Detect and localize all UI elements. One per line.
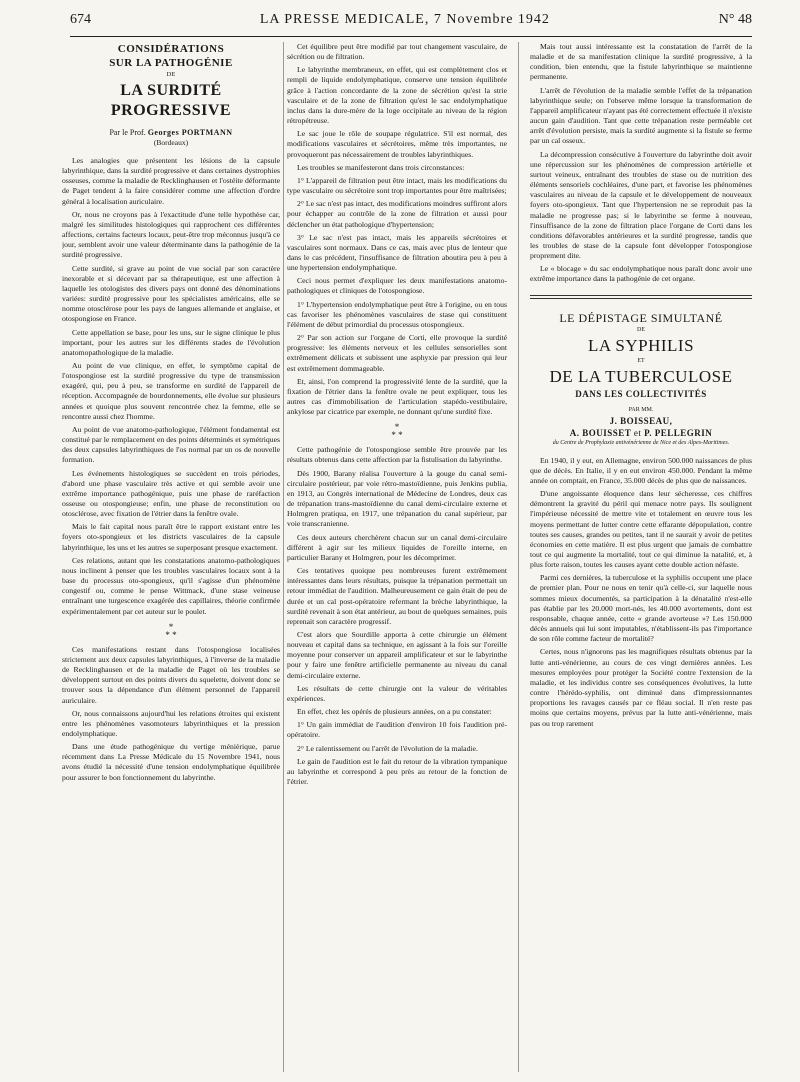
paragraph: Le « blocage » du sac endolymphatique nous paraît donc avoir une extrême importance dans la pathogénie de cet organe. bbox=[530, 264, 752, 284]
article-1-title-de: DE bbox=[166, 71, 176, 78]
paragraph: 1° L'hypertension endolymphatique peut être à l'origine, ou en tous cas favoriser les phénomènes vasculaires de stase qui constituent l'élément de début primordial du processus otospongieux. bbox=[287, 299, 507, 329]
paragraph: 2° Par son action sur l'organe de Corti, elle provoque la surdité progressive: les éléments nerveux et les cellules sensorielles sont extrêmement délicats et subissent une asphyxie par pression qui leur est extrêmement dommageable. bbox=[287, 333, 507, 373]
paragraph: Mais le fait capital nous paraît être le rapport existant entre les foyers oto-spongieux et les districts vasculaires de la capsule labyrinthique, les uns et les autres se superposant presque exactement. bbox=[62, 522, 280, 552]
paragraph: Les troubles se manifesteront dans trois circonstances: bbox=[297, 162, 465, 172]
paragraph: 3° Le sac n'est pas intact, mais les appareils sécrétoires et vasculaires sont normaux. Dans ce cas, mais avec plus de lenteur que dans le cas précédent, l'insuffisance de filtration aboutira peu à peu à une hypertension endolymphatique. bbox=[287, 232, 507, 273]
paragraph: Ces manifestations restant dans l'otospongiose localisées strictement aux deux capsules labyrinthiques, à l'inverse de la maladie de Recklinghausen et de la maladie de Paget où les troubles se développent surtout en des points divers du squelette, doivent donc se trouver sous la dépendance d'un élément personnel de l'appareil auriculaire. bbox=[62, 644, 280, 705]
article-2-title-tuberculose: DE LA TUBERCULOSE bbox=[549, 366, 733, 386]
paragraph: L'arrêt de l'évolution de la maladie semble l'effet de la trépanation labyrinthique seule; on l'observe même lorsque la transformation de l'appareil amplificateur n'ayant pas été correctement effectuée il n'existe aucun gain d'audition. Tant que cette trépanation reste perméable cet arrêt d'évolution persiste, mais la surdité augmente si la fistule se ferme par un cal osseux. bbox=[530, 85, 752, 146]
paragraph: Le gain de l'audition est le fait du retour de la vibration tympanique au labyrinthe et correspond à peu près au retour de la fonction de l'étrier. bbox=[287, 756, 507, 786]
paragraph: Mais tout aussi intéressante est la constatation de l'arrêt de la maladie et de sa manifestation clinique la surdité progressive, à la condition, bien entendu, que la fistule labyrinthique se maintienne permanente. bbox=[530, 42, 752, 82]
column-divider bbox=[518, 42, 519, 1072]
paragraph: 2° Le ralentissement ou l'arrêt de l'évolution de la maladie. bbox=[297, 743, 478, 753]
article-1-title-line2: SUR LA PATHOGÉNIE bbox=[109, 57, 233, 69]
paragraph: Au point de vue clinique, en effet, le symptôme capital de l'otospongiose est la surdité progressive du type de transmission exagéré, qui, peu à peu, se transforme en surdité de l'appareil de réception. Accompagnée de bourdonnements, elle évolue sur plusieurs années et quoique plus souvent rencontrée chez la femme, elle se rencontre aussi chez l'homme. bbox=[62, 360, 280, 421]
column-1 bbox=[62, 42, 280, 1074]
page-number: 674 bbox=[70, 12, 91, 27]
paragraph: Les analogies que présentent les lésions de la capsule labyrinthique, dans la surdité progressive et dans certaines dystrophies osseuses, comme la maladie de Recklinghausen et l'ostéite déformante de Paget tendent à la faire considérer comme une affection d'ordre général à localisation auriculaire. bbox=[62, 156, 280, 206]
paragraph: Parmi ces dernières, la tuberculose et la syphilis occupent une place de premier plan. Pour ne nous en tenir qu'à celle-ci, sur laquelle nous sommes mieux documentés, sa participation à la dénatalité n'est-elle pas établie par les 20.000 mort-nés, les 40.000 avortements, dont est responsable, chaque année, cette « grande avorteuse »? Les 150.000 décès annuels qui lui sont imputables, n'établissent-ils pas l'importance de son rôle comme facteur de mortalité? bbox=[530, 573, 752, 644]
article-1-column-1-body bbox=[62, 156, 280, 783]
page-header bbox=[70, 12, 752, 37]
paragraph: Cet équilibre peut être modifié par tout changement vasculaire, de sécrétion ou de filtration. bbox=[287, 42, 507, 62]
column-2 bbox=[287, 42, 507, 1074]
paragraph: Les résultats de cette chirurgie ont la valeur de véritables expériences. bbox=[287, 683, 507, 703]
article-1-title-block bbox=[62, 42, 280, 148]
paragraph: Ces relations, autant que les constatations anatomo-pathologiques nous inclinent à penser que les troubles vasculaires locaux sont à la base du processus oto-spongieux, qu'il s'agisse d'un phénomène congestif ou, comme le pense Wittmack, d'une stase veineuse entraînant une turgescence exagérée des capillaires, théorie confirmée expérimentalement par cet auteur sur le poulet. bbox=[62, 555, 280, 616]
paragraph: Cette pathogénie de l'otospongiose semble être prouvée par les résultats obtenus dans cette affection par la fistulisation du labyrinthe. bbox=[287, 445, 507, 465]
article-1-column-3-body bbox=[530, 42, 752, 285]
article-1-column-2-body bbox=[287, 42, 507, 787]
paragraph: Certes, nous n'ignorons pas les magnifiques résultats obtenus par la lutte anti-vénérienne, au cours de ces vingt dernières années. Les mesures employées pour protéger la Société contre l'extension de la maladie, et les individus contre ses conséquences évolutives, la lutte contre l'hérédo-syphilis, ont diminué dans d'impressionnantes proportions les ravages causés par ce fléau social. Il n'en reste pas moins que certains moyens, prévus par la lutte anti-vénérienne, mais pas ou trop rarement bbox=[530, 647, 752, 728]
paragraph: Cette surdité, si grave au point de vue social par son caractère inexorable et si décevant par sa thérapeutique, est une affection à laquelle les otologistes des divers pays ont donné des dénominations variées: surdité progressive pour les spécialistes américains, elle se nomme otosclérose pour les pays de langues allemande et anglaise, et otospongiose en France. bbox=[62, 263, 280, 324]
article-separator bbox=[530, 295, 752, 299]
paragraph: 1° Un gain immédiat de l'audition d'environ 10 fois l'audition pré-opératoire. bbox=[287, 720, 507, 740]
section-break-asterisks: * * * bbox=[391, 422, 403, 441]
article-2-title-block bbox=[530, 311, 752, 448]
paragraph: Les événements histologiques se succèdent en trois périodes, d'abord une phase vasculaire très active et qui semble avoir une extrême importance pathogénique, puis une phase de raréfaction osseuse ou otospongieuse; enfin, une phase de reconstitution ou otosclérose, avec fixation de l'étrier dans la fenêtre ovale. bbox=[62, 468, 280, 519]
paragraph: La décompression consécutive à l'ouverture du labyrinthe doit avoir une répercussion sur les phénomènes de compression artérielle et surtout veineux, entraînant des troubles de stase ou de nutrition des éléments sensoriels cochléaires, d'une part, et favorise les phénomènes vasculaires au niveau de la capsule et le développement de nouveaux foyers oto-spongieux. Tant que l'hypertension ne se reproduit pas la maladie ne progresse pas; si le labyrinthe se ferme à nouveau, l'insuffisance de la zone de filtration place l'organe de Corti dans les conditions défavorables antérieures et la surdité progresse, tandis que les troubles de stase de la capsule font développer l'otospongiose proprement dite. bbox=[530, 149, 752, 261]
article-2-affiliation: du Centre de Prophylaxie antivénérienne de Nice et des Alpes-Maritimes. bbox=[552, 439, 730, 446]
paragraph: Or, nous ne croyons pas à l'exactitude d'une telle hypothèse car, malgré les similitudes histologiques qui rapprochent ces différentes affections, certains facteurs locaux, peut-être trop méconnus jusqu'à ce jour, semblent avoir une valeur déterminante dans la pathogénie de la surdité progressive. bbox=[62, 209, 280, 260]
paragraph: Ceci nous permet d'expliquer les deux manifestations anatomo-pathologiques et cliniques de l'otospongiose. bbox=[287, 276, 507, 296]
journal-title: LA PRESSE MEDICALE, 7 Novembre 1942 bbox=[259, 12, 550, 27]
paragraph: Ces tentatives quoique peu nombreuses furent extrêmement intéressantes dans leurs résultats, puisque la trépanation permettait un retour immédiat de l'audition. Malheureusement ce gain était de peu de durée et un cal post-opératoire refermant la brèche labyrinthique, la surdité revenait à son état antérieur, au bout de quelques semaines, puis reprenait son caractère progressif. bbox=[287, 566, 507, 626]
paragraph: Et, ainsi, l'on comprend la progressivité lente de la surdité, que la fixation de l'étrier dans la fenêtre ovale ne peut expliquer, tous les autres cas d'immobilisation de l'articulation stapédo-vestibulaire, ankylose par cicatrice par exemple, ne donnant qu'une surdité fixe. bbox=[287, 376, 507, 417]
paragraph: Dans une étude pathogénique du vertige ménièrique, parue récemment dans La Presse Médicale du 15 Novembre 1941, nous avons étudié la nécessité d'une tension endolymphatique équilibrée pour assurer le bon fonctionnement du labyrinthe. bbox=[62, 742, 280, 782]
column-divider bbox=[283, 42, 284, 1072]
article-2-title-line1: LE DÉPISTAGE SIMULTANÉ bbox=[559, 310, 723, 325]
article-2-title-collectivites: DANS LES COLLECTIVITÉS bbox=[575, 388, 707, 399]
article-1-affiliation: (Bordeaux) bbox=[153, 138, 189, 147]
paragraph: En effet, chez les opérés de plusieurs années, on a pu constater: bbox=[297, 707, 492, 717]
article-1-author: Georges PORTMANN bbox=[147, 128, 233, 137]
paragraph: Cette appellation se base, pour les uns, sur le signe clinique le plus important, pour les autres sur les différents stades de l'évolution anatomopathologique de la maladie. bbox=[62, 327, 280, 357]
paragraph: Or, nous connaissons aujourd'hui les relations étroites qui existent entre les phénomènes vasomoteurs labyrinthiques et la pression endolymphatique. bbox=[62, 708, 280, 738]
paragraph: C'est alors que Sourdille apporta à cette chirurgie un élément nouveau et capital dans sa technique, en agissant à la fois sur l'oreille moyenne pour conserver un appareil amplificateur et sur le labyrinthe pour y faire une fenêtre artificielle permanente au niveau du canal demi-circulaire externe. bbox=[287, 629, 507, 680]
article-1-title-line1: CONSIDÉRATIONS bbox=[117, 43, 225, 55]
article-2-body bbox=[530, 456, 752, 729]
article-2-author1: J. BOISSEAU, bbox=[609, 415, 673, 426]
issue-number: N° 48 bbox=[718, 12, 752, 27]
article-2-par-mm: PAR MM. bbox=[628, 406, 654, 413]
column-3 bbox=[530, 42, 752, 1074]
article-1-byline: Par le Prof. Georges PORTMANN bbox=[109, 128, 233, 137]
article-2-authors: A. BOUISSET et P. PELLEGRIN bbox=[569, 427, 713, 438]
article-2-title-de: DE bbox=[637, 326, 645, 333]
article-1-title-main: LA SURDITÉ PROGRESSIVE bbox=[110, 82, 232, 119]
paragraph: Au point de vue anatomo-pathologique, l'élément fondamental est constitué par le remplacement en des points déterminés et symétriques des deux capsules labyrinthiques de l'os normal par un os de nouvelle formation. bbox=[62, 424, 280, 465]
paragraph: Le sac joue le rôle de soupape régulatrice. S'il est normal, des modifications vasculaires et sécrétoires, même très importantes, ne provoqueront pas nécessairement de troubles labyrinthiques. bbox=[287, 129, 507, 159]
paragraph: Le labyrinthe membraneux, en effet, qui est complètement clos et rempli de liquide endolymphatique, conserve une tension équilibrée grâce à l'action concordante de la zone de sécrétion qu'est la strie vasculaire et de la zone de filtration qu'est le sac endolymphatique inclus dans la dure-mère de la loge occipitale au niveau de la région rétropétreuse. bbox=[287, 65, 507, 126]
section-break-asterisks: * * * bbox=[165, 621, 177, 640]
paragraph: 2° Le sac n'est pas intact, des modifications moindres suffiront alors pour échapper au contrôle de la zone de filtration et aussi pour déclencher un état pathologique d'hypertension; bbox=[287, 199, 507, 229]
paragraph: En 1940, il y eut, en Allemagne, environ 500.000 naissances de plus que de décès. En Italie, il y en eut environ 450.000. Pendant la même année on comptait, en France, 35.000 décès de plus que de naissances. bbox=[530, 455, 752, 485]
paragraph: Dès 1900, Barany réalisa l'ouverture à la gouge du canal semi-circulaire postérieur, par voie rétro-mastoïdienne, puis Jenkins publia, en 1913, au Congrès international de Médecine de Londres, deux cas de trépanation trans-mastoïdienne du canal demi-circulaire externe et Holmgren pratiqua, en 1917, une trépanation du canal supérieur, par voie transcranienne. bbox=[287, 468, 507, 529]
paragraph: 1° L'appareil de filtration peut être intact, mais les modifications du type vasculaire ou sécrétoire sont trop importantes pour être maîtrisées; bbox=[287, 175, 507, 196]
article-2-title-syphilis: LA SYPHILIS bbox=[587, 335, 695, 355]
paragraph: Ces deux auteurs cherchèrent chacun sur un canal demi-circulaire différent à agir sur les milieux liquides de l'oreille interne, en particulier Barany et Holmgren, pour les décomprimer. bbox=[287, 532, 507, 562]
paragraph: D'une angoissante éloquence dans leur sécheresse, ces chiffres démontrent la gravité du péril qui menace notre pays. Ils soulignent l'impérieuse nécessité de mettre vite et totalement en œuvre tous les moyens permettant de lutter contre cette effarante dépopulation, contre toutes ses causes, grandes ou petites, tant il ne saurait y avoir de petites économies en cette matière. Il est plus urgent que jamais de combattre tout ce qui augmente la mortalité, tout ce qui diminue la natalité, et, à plus forte raison, toutes les causes ayant cette double action néfaste. bbox=[530, 489, 752, 570]
article-2-title-et: ET bbox=[637, 357, 645, 364]
